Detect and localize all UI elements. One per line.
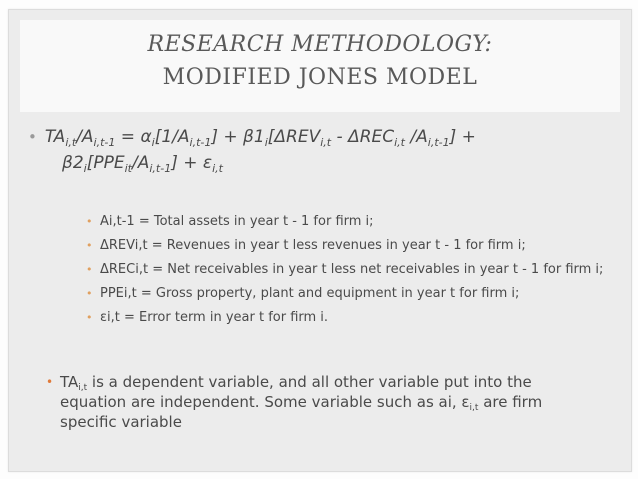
eq-sub: i,t-1 xyxy=(189,136,212,149)
eq-sub: i,t-1 xyxy=(427,136,450,149)
eq-part: /A xyxy=(132,153,150,173)
definition-text: ΔREVi,t = Revenues in year t less revenues in year t - 1 for firm i; xyxy=(100,238,526,253)
note-part: are firm specific variable xyxy=(60,393,543,431)
eq-part: ] + ε xyxy=(171,153,213,173)
eq-part: TA xyxy=(44,127,66,147)
slide-title xyxy=(20,28,620,94)
bullet-icon: • xyxy=(86,215,93,228)
note-sub: i,t xyxy=(469,403,479,413)
list-item xyxy=(86,236,606,256)
definition-text: PPEi,t = Gross property, plant and equipment in year t for firm i; xyxy=(100,286,520,301)
eq-part: = α xyxy=(115,127,152,147)
equation xyxy=(28,124,618,176)
note-sub: i,t xyxy=(78,383,88,393)
definition-text: Ai,t-1 = Total assets in year t - 1 for firm i; xyxy=(100,214,374,229)
list-item xyxy=(86,308,606,328)
eq-part: /A xyxy=(405,127,428,147)
eq-sub: i,t xyxy=(320,136,332,149)
bullet-icon: • xyxy=(28,128,37,146)
eq-sub: i xyxy=(83,162,87,175)
bullet-icon: • xyxy=(46,375,54,389)
eq-part: β2 xyxy=(62,153,84,173)
definition-text: ΔRECi,t = Net receivables in year t less net receivables in year t - 1 for firm i; xyxy=(100,262,604,277)
eq-sub: i,t xyxy=(212,162,223,175)
eq-sub: i,t-1 xyxy=(93,136,116,149)
eq-sub: it xyxy=(124,162,132,175)
equation-line-2 xyxy=(28,150,618,176)
eq-part: - ΔREC xyxy=(331,127,395,147)
bullet-icon: • xyxy=(86,311,93,324)
list-item xyxy=(86,284,606,304)
eq-part: [1/A xyxy=(154,127,190,147)
eq-sub: i,t xyxy=(65,136,77,149)
bullet-icon: • xyxy=(86,239,93,252)
eq-part: ] + xyxy=(449,127,476,147)
eq-part: [PPE xyxy=(86,153,125,173)
bullet-icon: • xyxy=(86,263,93,276)
note-part: TA xyxy=(60,373,79,391)
eq-sub: i,t xyxy=(394,136,405,149)
eq-part: [ΔREV xyxy=(267,127,321,147)
title-line-1: RESEARCH METHODOLOGY: xyxy=(147,32,493,57)
definition-text: εi,t = Error term in year t for firm i. xyxy=(100,310,329,325)
bullet-icon: • xyxy=(86,287,93,300)
eq-part: ] + β1 xyxy=(211,127,265,147)
eq-part: /A xyxy=(76,127,94,147)
eq-sub: i xyxy=(264,136,268,149)
definitions-list xyxy=(86,212,606,332)
note-paragraph xyxy=(46,372,600,432)
eq-sub: i,t-1 xyxy=(149,162,172,175)
title-line-2: MODIFIED JONES MODEL xyxy=(162,65,478,90)
list-item xyxy=(86,260,606,280)
eq-sub: i xyxy=(151,136,155,149)
note-part: is a dependent variable, and all other variable put into the equation are independent. Some variable such as ai, ε xyxy=(60,373,532,411)
list-item xyxy=(86,212,606,232)
